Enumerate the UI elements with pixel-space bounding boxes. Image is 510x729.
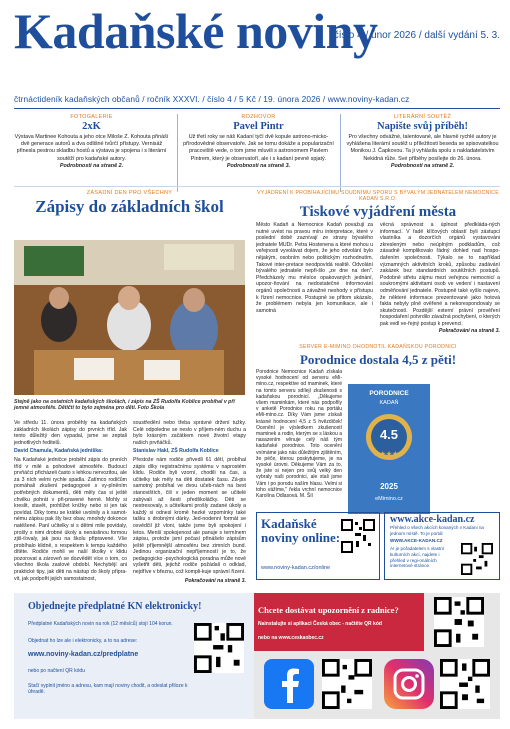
continued-link[interactable]: Pokračování na straně 3. <box>438 328 500 334</box>
school-kicker: ZÁSADNÍ DEN PRO VŠECHNY <box>86 190 173 196</box>
paragraph: soustředění nebo třeba správné držení tužky. Celé odpoledne se neslo v příjem-ném duchu a bylo krásným začátkem nové životní etapy našich prvňáčků. <box>133 420 246 446</box>
qr-code-icon[interactable] <box>322 659 372 709</box>
badge-score: 4.5 <box>379 427 399 442</box>
subscription-line4: Stačí vyplnit jméno a adresu, kam mají noviny chodit, a odeslat přiloze k úhradě. <box>28 683 188 696</box>
teaser-gallery[interactable] <box>14 114 169 169</box>
badge-year: 2025 <box>380 482 398 491</box>
masthead-rule <box>14 108 500 109</box>
qr-code-icon[interactable] <box>440 659 490 709</box>
qr-code-icon[interactable] <box>434 597 484 647</box>
akce-line1: Přehled o všech akcích konaných v Kadani na jednom místě. To je portál <box>390 525 484 536</box>
teaser-rule <box>14 186 500 187</box>
akce-promo[interactable] <box>384 512 500 580</box>
teaser-divider <box>177 114 178 192</box>
facebook-icon[interactable] <box>264 659 314 709</box>
teaser-divider <box>340 114 341 192</box>
teaser-kicker: FOTOGALERIE <box>70 114 113 120</box>
school-photo <box>14 240 245 395</box>
paragraph: Přestože nám rodiče přivedli 61 dětí, probíhal zápis díky registračnímu systému v naprostém klidu. Rodiče byli vzorní, chodili na čas, a učitelky tak měly na děti dostatek času. Zá-pis samotný probíhal ve dvou učeb-nách na best stanovištích, čili v jeden moment se učitelé zabývali až šesti předškoláčky. Děti se nestresovaly, s učitelkami prošly zadané úkoly a každý si odnesl kromě hezké vzpomínky také tašku s drobnými dárky. Jed-nodenní formát se osvědčil již vloni, takže jsme byli spokojení i letos. Menší spokojenost ale panuje s termínem zápisu, protože jsmí počasí přinášelo zápisům ještě příjemnější atmosféru bez zimních bund. Jedinou organizační nepříjemností je to, že pedagogicko -psychologická poradna může nově vyšetřit děti, jejichž rodiče požádali o odklad, nejdříve v březnu, což kompli-kuje správní řízení. <box>133 456 246 576</box>
school-headline: Zápisy do základních škol <box>35 197 224 216</box>
teaser-kicker: ROZHOVOR <box>241 114 276 120</box>
statement-column-1: Město Kadaň a Nemocnice Kadaň považují za nutné uvést na pravou míru interpretace, které v poslední době zaznívají ze strany bývalého jednatele MUDr. Petra Hostenena a které mohou u veřejnosti vyvolávat dojem, že jeho odvolání bylo nějakým, osobním nebo politickým rozhodnutím. Takové inter-pretace neodpovídá realitě. Odvolání bývalého jednatele nepři-šlo „ze dne na den". Předcházely mu měsíce opakovaných jednání, upozor-ňování na nedostatečné informování orgánů společnosti a závažné neshody v přístupu k řízení nemocnice. Postupně se přitom ukázalo, že problémem nebyla jen komunikace, ale i samotná <box>256 222 373 314</box>
akce-title: www.akce-kadan.cz <box>390 514 475 525</box>
teaser-contest[interactable] <box>345 114 500 169</box>
classroom-image <box>14 240 245 395</box>
subheading: David Chamula, Kadaňská jedniška: <box>14 448 103 455</box>
stars-icon: ★★★★★ <box>373 451 405 458</box>
notifications-line2[interactable]: nebo na www.ceskaobec.cz <box>258 635 324 641</box>
badge-site: eMimino.cz <box>375 496 403 502</box>
teaser-interview[interactable] <box>181 114 336 169</box>
notifications-title: Chcete dostávat upozornění z radnice? <box>258 605 399 615</box>
award-headline: Porodnice dostala 4,5 z pěti! <box>299 352 457 367</box>
instagram-icon[interactable] <box>384 659 434 709</box>
school-column-2 <box>133 420 246 586</box>
qr-code-icon[interactable] <box>194 623 244 673</box>
issue-info: číslo 4 / únor 2026 / další vydání 5. 3. <box>333 30 500 41</box>
subscription-box <box>14 593 256 719</box>
teaser-body: Už třetí roky se náš Kadaní tyčí dvě kopule astrono-micko-přírodovědné observatoře. Jak se tomu dokáže a popularizační pracoviště vede, o tom jsme mluvili s astronomem Pavlem Pintrem, který je observatoří, ale i s kadaní pevně spjatý. <box>183 134 334 162</box>
notifications-line1: Nainstalujte si aplikaci Česká obec - načtěte QR kód <box>258 621 382 627</box>
badge-title: PORODNICE <box>369 390 409 397</box>
statement-kicker: VYJÁDŘENÍ K PROBÍHAJÍCÍMU SOUDNÍMU SPORU S BÝVALÝM JEDNATELEM NEMOCNICE KADAŇ S.R.O. <box>257 190 499 202</box>
school-column-1 <box>14 420 127 584</box>
masthead-title: Kadaňské noviny <box>14 3 378 59</box>
continued-link[interactable]: Pokračování na straně 3. <box>184 577 246 584</box>
teaser-kicker: LITERÁRNÍ SOUTĚŽ <box>393 114 452 120</box>
online-title: Kadaňské noviny online: <box>261 516 341 545</box>
subscription-line2: Objednat ho lze ale i elektronicky, a to na adrese: <box>28 638 138 644</box>
subscription-line1: Předplatné Kadaňských novin na rok (12 měsíců) stojí 104 korun. <box>28 621 173 627</box>
teaser-headline: Napište svůj příběh! <box>376 121 468 132</box>
subheading: Stanislav Hakl, ZŠ Rudolfa Koblice <box>133 448 219 455</box>
qr-code-icon[interactable] <box>461 543 493 575</box>
online-url[interactable]: www.noviny-kadan.cz/online <box>261 565 331 571</box>
teaser-body: Pro všechny odvážné, talentované, ale hlavně rychlé autory je vyhlášena literární soutěž u příležitosti beseda se spisovatelkou Monikou J. Čapkovou. Ta ji vyhlásila spolu s nakladatelstvím Nekidná růže. Své příběhy posílejte do 26. února. <box>346 134 499 162</box>
statement-column-2: věcná správnost a úplnost předkláda-ných informací. V řadě klíčových oblastí byli zástupci vlastníka a dozorčích orgánů vystavováni zkresleným nebo neúplným podkladům, což zásadně komplikovalo řádný dohled nad hospo-dařením společnosti. Týkalo se to například významných aktivitních kroků, způsobu zadávání zakázek bez standardních soutěžních postupů. Podobně střetu zájmu mezi veřejnou nemocnicí a soukromými aktivitami osob ve vedení i nastavení odměňování jednatele. Postupně také vyšlo najevo, že některé informace prezentované jako hotová fakta nebyly plně ověřené a nekorespondovaly se skutečností. Pozdější externí právní prověření hospodaření potvrdilo závažná pochybení, o kterých pak vedl ve-řejný postup k prevenci. <box>380 222 500 327</box>
statement-headline: Tiskové vyjádření města <box>299 204 457 220</box>
qr-code-icon[interactable] <box>341 519 375 553</box>
teaser-body: Výstava Martinee Kohouta a jeho otce Miloše Z. Kohouta přináší dvě generace autorů a dva odlišné tvůrčí přístupy. Vernisáž přinesla pestrou skladbu hostů a výstava je spojena i s literární soutěží pro kadaňské autory. <box>14 134 169 162</box>
notifications-banner <box>254 593 424 651</box>
akce-line2: WWW.AKCE-KADAN.CZ <box>390 538 443 543</box>
teaser-more: Podrobnosti na straně 2. <box>390 162 455 169</box>
award-body: Porodnice Nemocnice Kadaň získala vysoké hodnocení od serveru eMi-mino.cz, respektive od maminek, které na tomto serveru sdílejí zkušenosti s kadaňskou porodnicí. „Děkujeme všem maminkám, které nás podpořily v anketě Porodnice roku na portálu eMi-mino.cz. Díky Vám jsme získali krásné hodnocení 4,5 z 5 hvězdiček! Ocenění je výsledkem zkušeností maminek a rodin, kterým se s láskou a nasazením věnuje celý náš tým kadaňské porodnice. Toto ocenění vnímáme jako nás důležitým zjištěním, že péče, kterou poskytujeme, je na vysoké úrovni. Děkujeme Vám za to, že jste si nejen pro svůj velký den vybraly naši porodnici, ale stali jsme Vám i po porodu naším hlasu. Velmi si toho vážíme," řekla vrchní nemocnice Karolína Odlasová. M. Šíl <box>256 369 342 500</box>
badge-place: KADAŇ <box>379 400 399 406</box>
teaser-headline: 2xK <box>82 121 101 132</box>
award-kicker: SERVER E-MIMINO OHODNOTIL KADAŇSKOU PORODNICI <box>299 344 457 350</box>
subscription-url[interactable]: www.noviny-kadan.cz/predplatne <box>28 651 139 658</box>
school-caption: Stejně jako na ostatních kadaňských školách, i zápis na ZŠ Rudolfa Koblice probíhal v pří jemné atmosféře. Dětičtí to bylo zejména pro děti. Foto Škola <box>14 399 235 412</box>
teaser-more: Podrobnosti na straně 3. <box>226 162 291 169</box>
akce-line3: A! je pořadatelem s vlastní kulturních akcí, najdete i přehled v regi-onálních internetové stránce. <box>390 546 445 569</box>
masthead-subline: čtrnáctideník kadaňských občanů / ročník XXXVI. / číslo 4 / 5 Kč / 19. února 2026 / www.noviny-kadan.cz <box>14 94 410 104</box>
award-badge <box>348 384 430 514</box>
notifications-box <box>254 593 500 719</box>
paragraph: Ve středu 11. února proběhly na kadaňských základních školách zápisy do prvních tříd. Jak tento důležitý den vypadal, jsme se zeptali jednotlivých ředitelů. <box>14 420 127 446</box>
online-promo[interactable] <box>256 512 380 580</box>
teaser-headline: Pavel Pintr <box>233 121 284 132</box>
subscription-line3: nebo po načtení QR kódu <box>28 668 85 674</box>
paragraph: Na Kadaňské jedničce proběhl zápis do prvních tříd v milé a pohodové atmosféře. Budoucí prvňáčci přicházeli často s lehkou nervozitou, ale za 3 ních velmi rychle spadla. Zatímco rodičům pomáhali zkušení pedagogové s vy-plněním potřebných dokumentů, děti měly čas si ještě chvilku pohrát v při-pravené herně. Mohly si kreslit, stavět, prohlížet knížky nebo si jen tak povídat. Díky tomu se krátké uvolnily a k samot-nému zápisu pak šly bez obav, mnohdy dokonce natěšené. Paní učitelky si s dětmi mile povídaly, prošly s nimi drobné úkoly a nenáslinou formou zjiš-ťovaly, jak jsou na školu připravené. Vše probíhalo klidně, s respektem k tempu každého dítěte. Rodiče mohli ve naší školky v klidu pozorovat a zároveň se dozvědět více o tom, co všechno škola zaslové období. Nechybějí ani praktické tipy, jak děti na nástup do školy připra-vit, jak podpořit jejich samostatnost, <box>14 456 127 582</box>
subscription-title: Objednejte předplatné KN elektronicky! <box>28 601 202 612</box>
teaser-more: Podrobnosti na straně 2. <box>59 162 124 169</box>
